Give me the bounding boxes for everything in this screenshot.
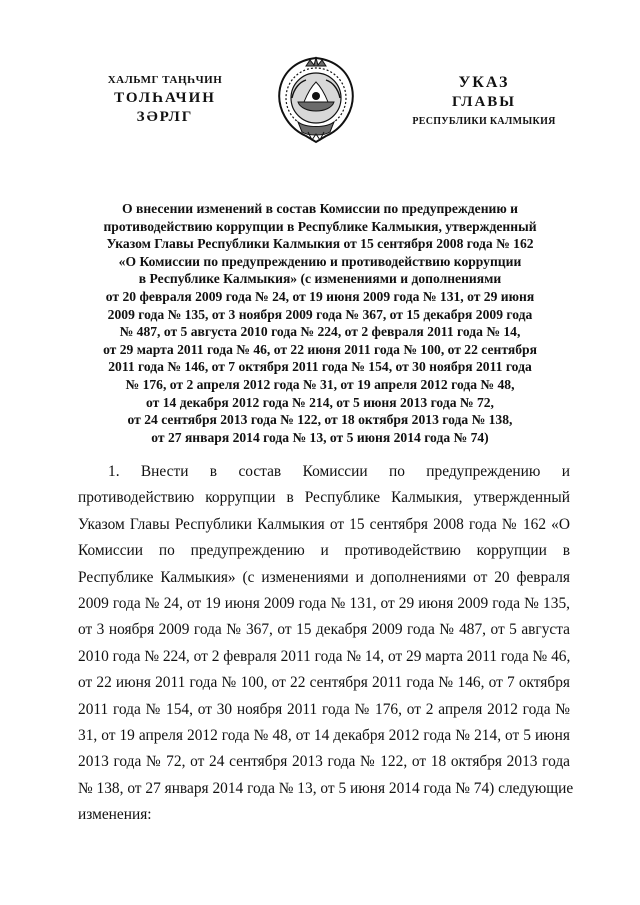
document-body [78,459,574,829]
title-line: О внесении изменений в состав Комиссии по предупреждению и [122,201,518,216]
body-line: № 138, от 27 января 2014 года № 13, от 5 июня 2014 года № 74) следующие [78,779,574,797]
document-title [70,200,570,446]
title-line: от 14 декабря 2012 года № 214, от 5 июня 2013 года № 72, [146,394,494,410]
body-line: от 22 июня 2011 года № 100, от 22 сентября 2011 года № 146, от 7 октября [78,674,570,692]
title-line: «О Комиссии по предупреждению и противодействию коррупции [118,253,522,269]
title-line: от 24 сентября 2013 года № 122, от 18 октября 2013 года № 138, [127,412,513,428]
header-right-line-1: УКАЗ [458,74,510,91]
header-left-line-2: ТОЛҺАЧИН [114,89,216,106]
body-line: Комиссии по предупреждению и противодействию коррупции в [78,542,570,560]
title-line: в Республике Калмыкия» (с изменениями и дополнениями [138,271,502,287]
title-line: 2009 года № 135, от 3 ноября 2009 года № 367, от 15 декабря 2009 года [107,306,533,322]
body-line: 2009 года № 24, от 19 июня 2009 года № 131, от 29 июня 2009 года № 135, [78,595,570,613]
body-line: изменения: [78,806,152,824]
body-line: 1. Внести в состав Комиссии по предупреждению и [108,463,570,480]
body-line: 2011 года № 154, от 30 ноября 2011 года № 176, от 2 апреля 2012 года № [78,700,570,718]
title-line: Указом Главы Республики Калмыкия от 15 сентября 2008 года № 162 [106,236,534,252]
header-left-line-1: ХАЛЬМГ ТАҢҺЧИН [107,74,223,86]
header-right-line-2: ГЛАВЫ [451,94,517,111]
title-line: от 20 февраля 2009 года № 24, от 19 июня 2009 года № 131, от 29 июня [105,288,535,304]
header-right-russian [398,74,570,127]
title-line: противодействию коррупции в Республике Калмыкия, утвержденный [103,218,537,234]
body-line: 2013 года № 72, от 24 сентября 2013 года № 122, от 18 октября 2013 года [78,753,570,771]
title-line: от 29 марта 2011 года № 46, от 22 июня 2011 года № 100, от 22 сентября [103,341,537,357]
title-line: № 487, от 5 августа 2010 года № 224, от 2 февраля 2011 года № 14, [119,324,521,340]
coat-of-arms-icon [268,52,364,148]
title-line: 2011 года № 146, от 7 октября 2011 года № 154, от 30 ноября 2011 года [108,359,532,375]
body-line: от 3 ноября 2009 года № 367, от 15 декабря 2009 года № 487, от 5 августа [78,621,570,639]
body-line: Республике Калмыкия» (с изменениями и дополнениями от 20 февраля [78,568,570,586]
header-left-line-3: ЗӘРЛГ [136,108,194,125]
body-line: Указом Главы Республики Калмыкия от 15 сентября 2008 года № 162 «О [78,515,570,533]
title-line: № 176, от 2 апреля 2012 года № 31, от 19 апреля 2012 года № 48, [125,376,515,392]
body-line: противодействию коррупции в Республике Калмыкия, утвержденный [78,489,570,507]
title-line: от 27 января 2014 года № 13, от 5 июня 2014 года № 74) [151,429,489,445]
header-right-line-3: РЕСПУБЛИКИ КАЛМЫКИЯ [412,115,556,127]
body-line: 2010 года № 224, от 2 февраля 2011 года № 14, от 29 марта 2011 года № 46, [78,647,571,665]
header-left-kalmyk [80,74,250,126]
body-line: 31, от 19 апреля 2012 года № 48, от 14 декабря 2012 года № 214, от 5 июня [78,727,570,745]
